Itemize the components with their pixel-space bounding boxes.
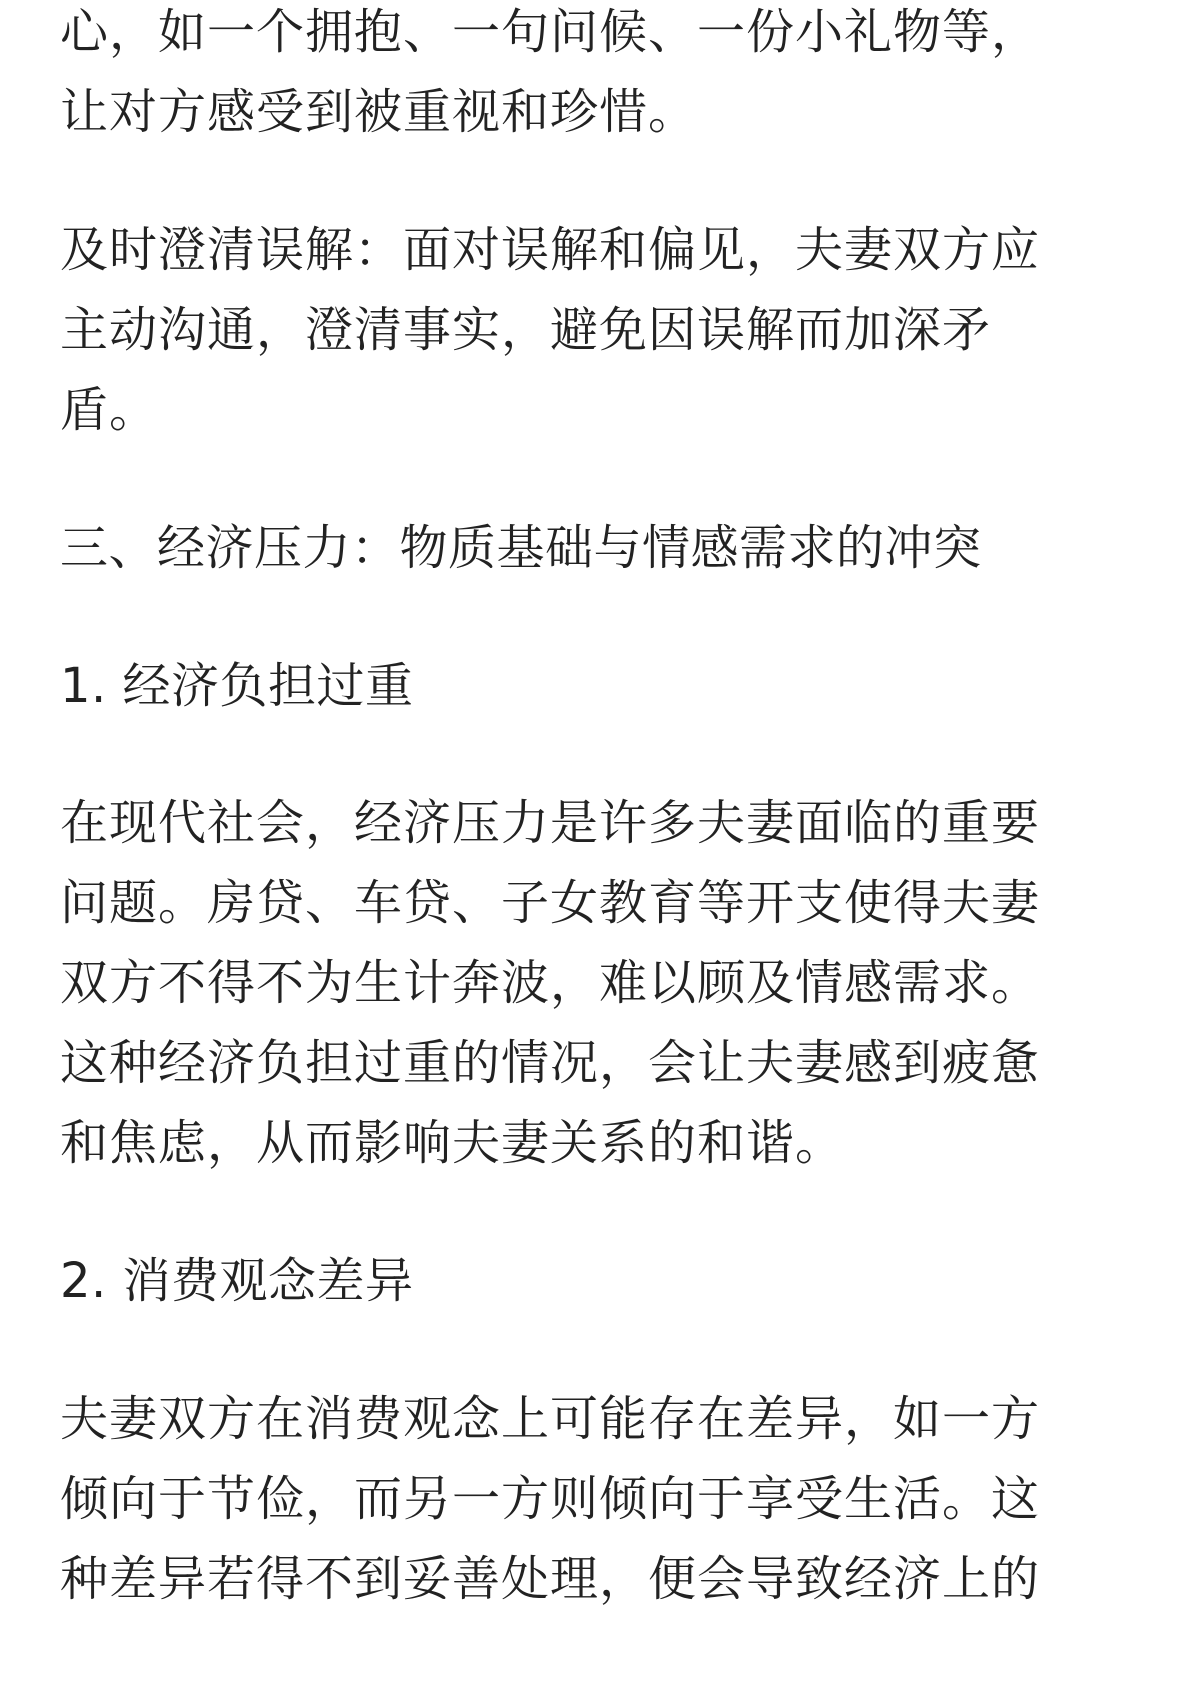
subsection-heading: 2. 消费观念差异 (60, 1253, 414, 1309)
paragraph-line: 让对方感受到被重视和珍惜。 (60, 84, 698, 140)
section-heading: 三、经济压力：物质基础与情感需求的冲突 (60, 520, 982, 576)
paragraph-line: 这种经济负担过重的情况，会让夫妻感到疲惫 (60, 1035, 1041, 1091)
paragraph-line: 主动沟通，澄清事实，避免因误解而加深矛 (60, 302, 992, 358)
paragraph-line: 倾向于节俭，而另一方则倾向于享受生活。这 (60, 1471, 1041, 1527)
paragraph-line: 及时澄清误解：面对误解和偏见，夫妻双方应 (60, 222, 1041, 278)
paragraph-line: 双方不得不为生计奔波，难以顾及情感需求。 (60, 955, 1041, 1011)
paragraph-line: 问题。房贷、车贷、子女教育等开支使得夫妻 (60, 875, 1041, 931)
paragraph-line: 夫妻双方在消费观念上可能存在差异，如一方 (60, 1391, 1041, 1447)
paragraph-line: 种差异若得不到妥善处理，便会导致经济上的 (60, 1551, 1041, 1607)
paragraph-line: 和焦虑，从而影响夫妻关系的和谐。 (60, 1115, 845, 1171)
subsection-heading: 1. 经济负担过重 (60, 658, 414, 714)
paragraph-line: 盾。 (60, 382, 159, 438)
paragraph-line: 心，如一个拥抱、一句问候、一份小礼物等， (60, 4, 1041, 60)
paragraph-line: 在现代社会，经济压力是许多夫妻面临的重要 (60, 795, 1041, 851)
